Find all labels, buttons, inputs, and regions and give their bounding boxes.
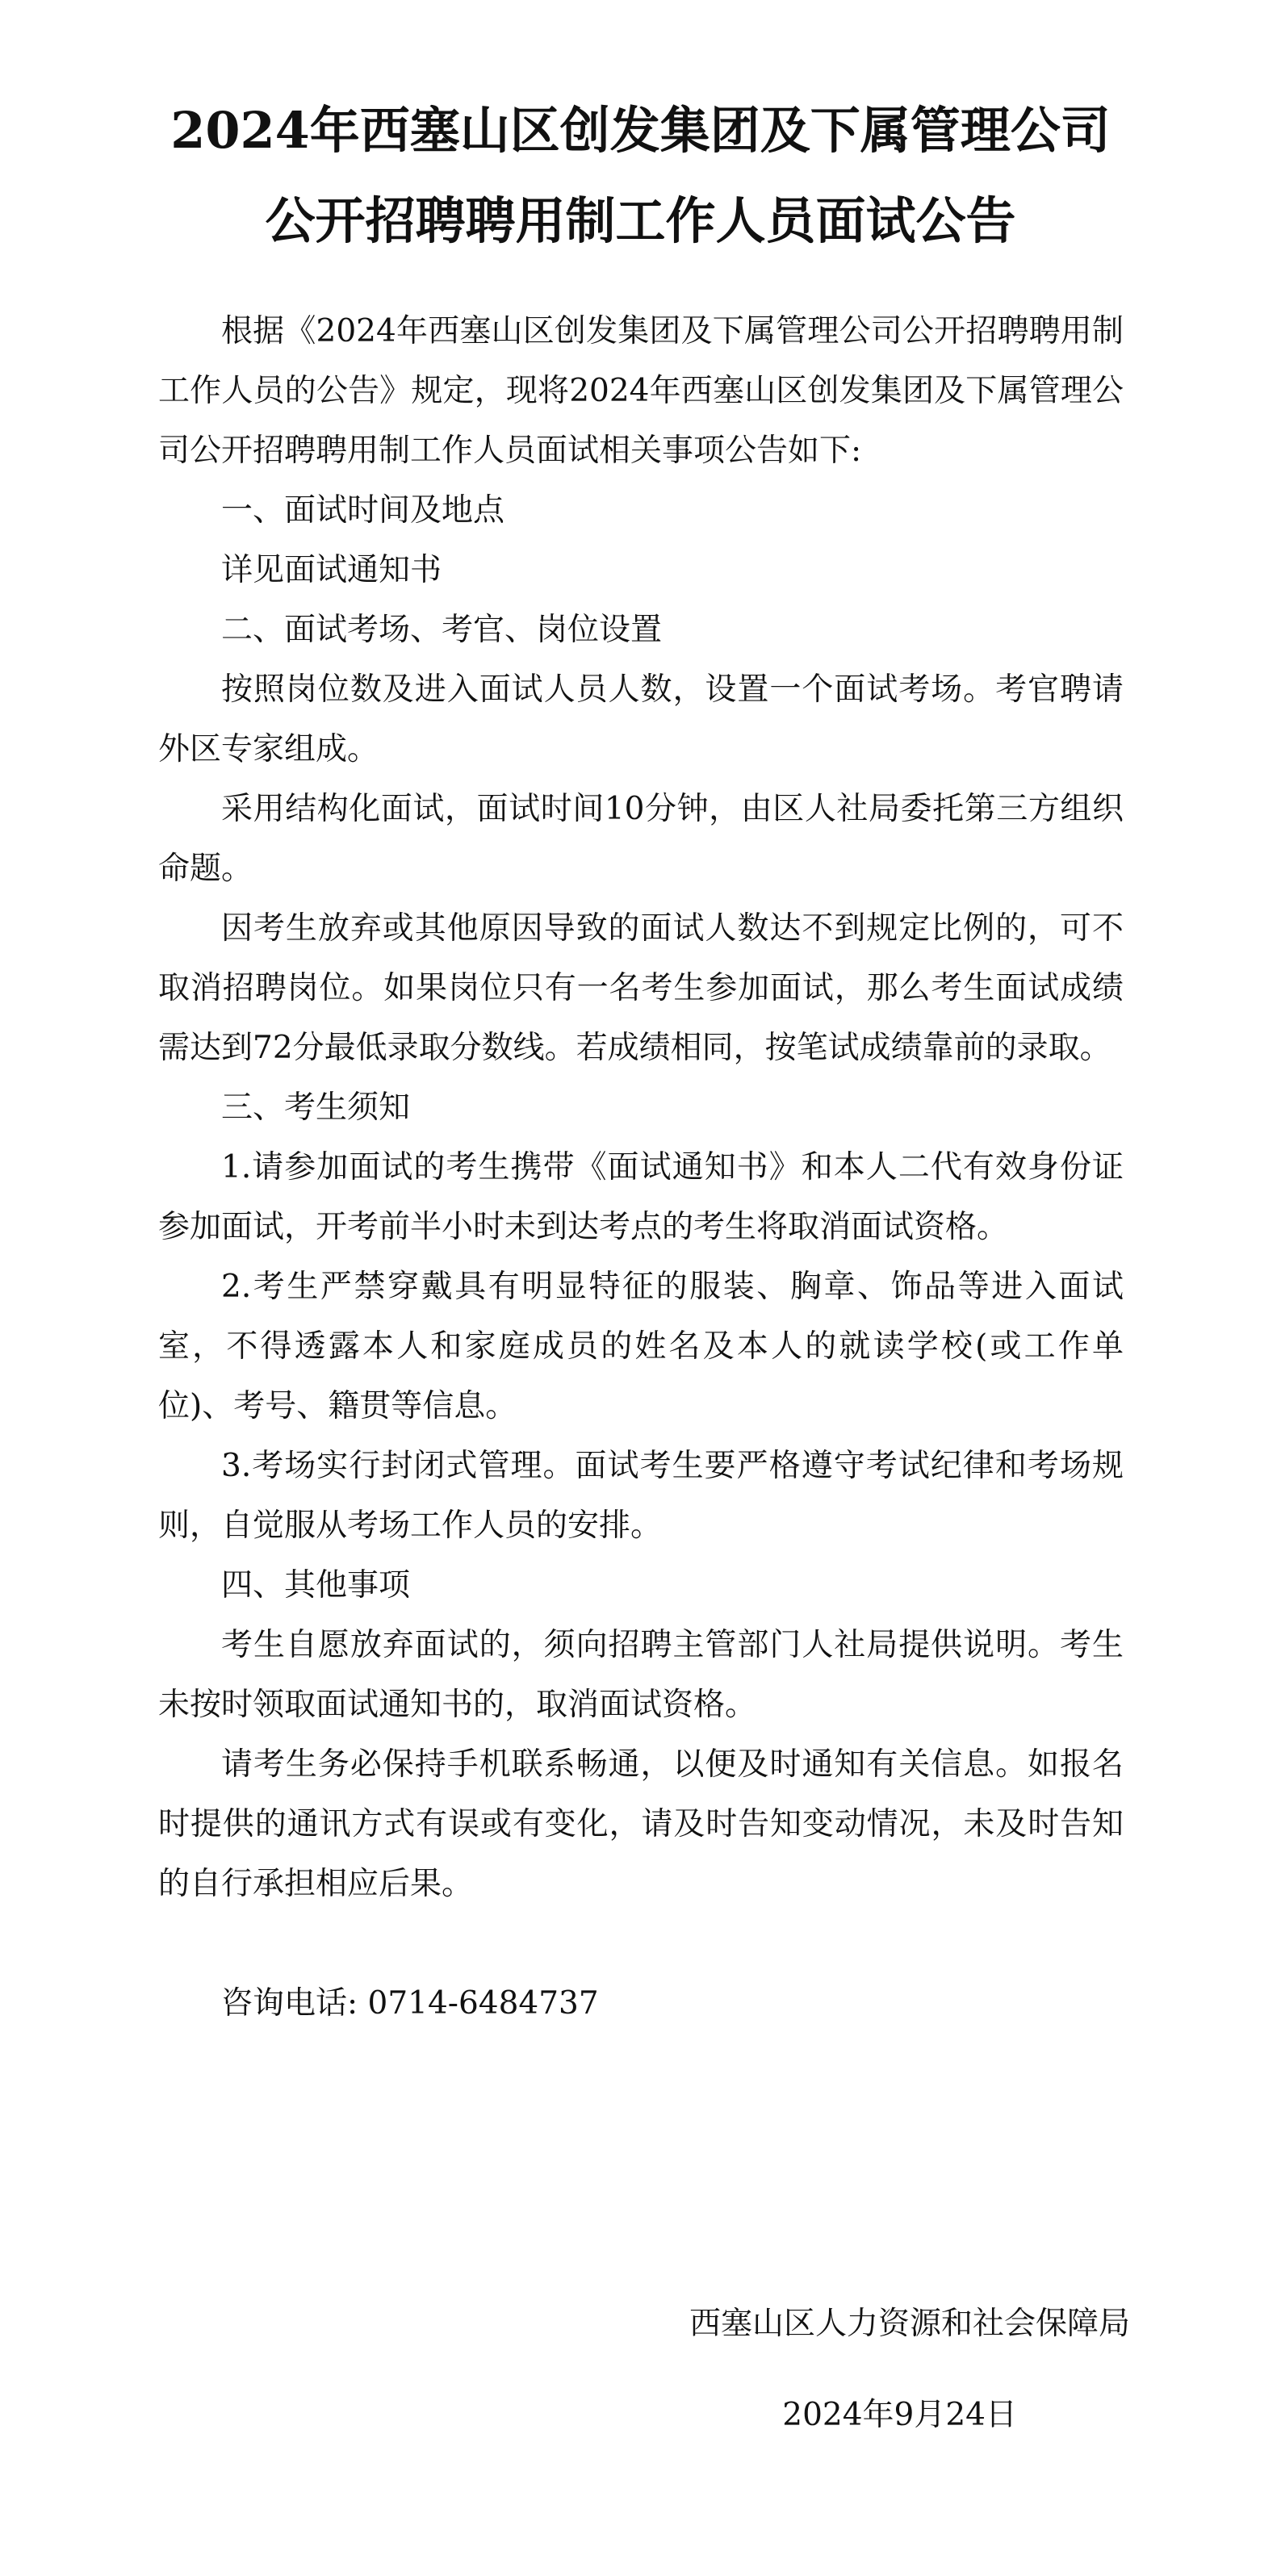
document-body (158, 302, 1124, 2034)
section-heading-candidate-notice: 三、考生须知 (221, 1089, 411, 1126)
section1-paragraph: 详见面试通知书 (221, 552, 442, 588)
intro-paragraph: 根据《2024年西塞山区创发集团及下属管理公司公开招聘聘用制工作人员的公告》规定，现将2024年西塞山区创发集团及下属管理公司公开招聘聘用制工作人员面试相关事项公告如下: (158, 313, 1124, 469)
section-heading-other-matters: 四、其他事项 (221, 1567, 411, 1604)
section2-paragraph: 因考生放弃或其他原因导致的面试人数达不到规定比例的，可不取消招聘岗位。如果岗位只有一名考生参加面试，那么考生面试成绩需达到72分最低录取分数线。若成绩相同，按笔试成绩靠前的录取。 (158, 910, 1124, 1066)
section-heading-venue-examiners: 二、面试考场、考官、岗位设置 (221, 612, 663, 648)
document-title-line-1: 2024年西塞山区创发集团及下属管理公司 (170, 101, 1111, 160)
section3-paragraph: 1.请参加面试的考生携带《面试通知书》和本人二代有效身份证参加面试，开考前半小时未到达考点的考生将取消面试资格。 (158, 1149, 1124, 1245)
section4-paragraph: 考生自愿放弃面试的，须向招聘主管部门人社局提供说明。考生未按时领取面试通知书的，取消面试资格。 (158, 1627, 1124, 1723)
section3-paragraph: 2.考生严禁穿戴具有明显特征的服装、胸章、饰品等进入面试室，不得透露本人和家庭成员的姓名及本人的就读学校(或工作单位)、考号、籍贯等信息。 (158, 1269, 1124, 1424)
section2-paragraph: 采用结构化面试，面试时间10分钟，由区人社局委托第三方组织命题。 (158, 791, 1124, 887)
issuing-authority: 西塞山区人力资源和社会保障局 (689, 2306, 1130, 2342)
issue-date: 2024年9月24日 (782, 2397, 1017, 2433)
contact-phone: 咨询电话: 0714-6484737 (221, 1985, 599, 2022)
document-title-line-2: 公开招聘聘用制工作人员面试公告 (265, 191, 1016, 250)
spacer (158, 1914, 1124, 1974)
section3-paragraph: 3.考场实行封闭式管理。面试考生要严格遵守考试纪律和考场规则，自觉服从考场工作人员的安排。 (158, 1448, 1124, 1544)
section4-paragraph: 请考生务必保持手机联系畅通，以便及时通知有关信息。如报名时提供的通讯方式有误或有变化，请及时告知变动情况，未及时告知的自行承担相应后果。 (158, 1746, 1124, 1902)
section-heading-time-location: 一、面试时间及地点 (221, 492, 505, 529)
section2-paragraph: 按照岗位数及进入面试人员人数，设置一个面试考场。考官聘请外区专家组成。 (158, 671, 1124, 767)
